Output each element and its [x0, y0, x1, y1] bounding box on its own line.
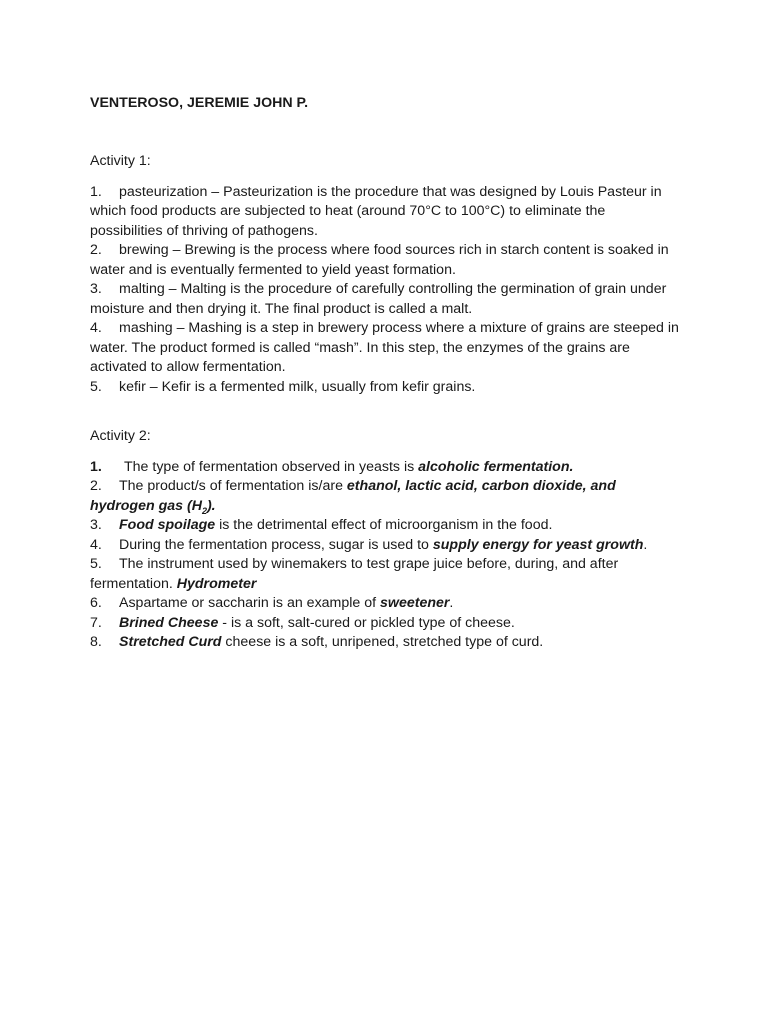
list-item: 1. pasteurization – Pasteurization is the procedure that was designed by Louis Pasteur in which food products are subjected to heat (around 70°C to 100°C) to eliminate the possibilities of thriving of pathogens. [90, 183, 662, 239]
answer-text: Hydrometer [176, 575, 257, 592]
answer-text: supply energy for yeast growth [432, 536, 644, 553]
answer-text: alcoholic fermentation. [418, 458, 574, 475]
activity-1-heading: Activity 1: [90, 153, 151, 169]
subscript: 2 [201, 505, 207, 516]
list-item: 2. The product/s of fermentation is/are ethanol, lactic acid, carbon dioxide, and hydrogen gas $(H_2)$. [90, 478, 616, 516]
document-body [90, 94, 680, 653]
activity-1-list [90, 183, 680, 398]
list-item: 5. kefir – Kefir is a fermented milk, usually from kefir grains. [90, 378, 476, 395]
list-item: 5. The instrument used by winemakers to test grape juice before, during, and after fermentation. Hydrometer [90, 556, 619, 592]
list-item: 4. mashing – Mashing is a step in brewery process where a mixture of grains are steeped in water. The product formed is called “mash”. In this step, the enzymes of the grains are activated to allow fermentation. [90, 320, 679, 375]
answer-text: Stretched Curd [119, 634, 222, 650]
list-item: 3. Food spoilage is the detrimental effect of microorganism in the food. [90, 517, 553, 533]
answer-text: sweetener [380, 595, 450, 611]
answer-text: ethanol, lactic acid, carbon dioxide, and hydrogen gas (H [90, 478, 616, 514]
activity-2-list [90, 458, 680, 653]
list-item: 4. During the fermentation process, sugar is used to supply energy for yeast growth. [90, 536, 648, 553]
list-item: 7. Brined Cheese - is a soft, salt-cured or pickled type of cheese. [90, 614, 515, 631]
list-item: 2. brewing – Brewing is the process where food sources rich in starch content is soaked in water and is eventually fermented to yield yeast formation. [90, 242, 669, 278]
answer-text: Food spoilage [119, 517, 216, 533]
activity-2-heading: Activity 2: [90, 428, 151, 444]
author-name: VENTEROSO, JEREMIE JOHN P. [90, 95, 309, 111]
list-item: 3. malting – Malting is the procedure of carefully controlling the germination of grain under moisture and then drying it. The final product is called a malt. [90, 281, 667, 317]
list-item: 1. The type of fermentation observed in yeasts is alcoholic fermentation. [90, 458, 574, 475]
answer-text: Brined Cheese [119, 614, 219, 631]
list-item: 6. Aspartame or saccharin is an example of sweetener. [90, 595, 454, 611]
list-item: 8. Stretched Curd cheese is a soft, unripened, stretched type of curd. [90, 634, 544, 650]
